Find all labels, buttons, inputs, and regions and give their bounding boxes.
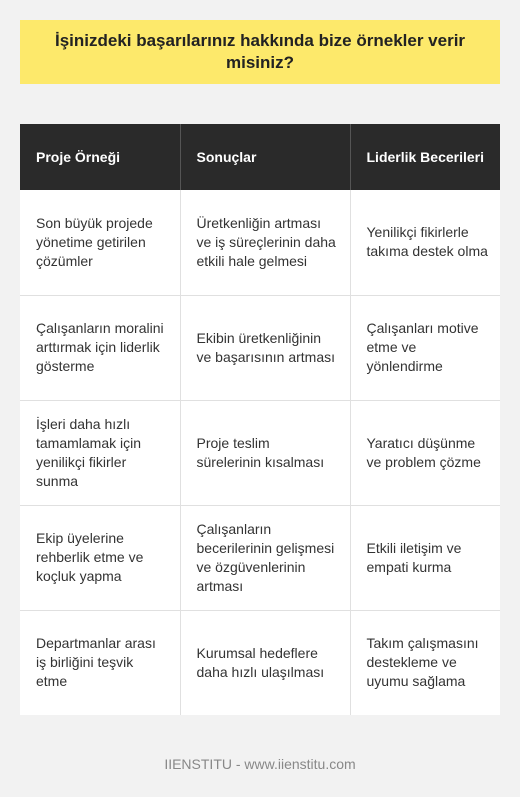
cell-result: Ekibin üretkenliğinin ve başarısının artması [180, 295, 350, 400]
cell-leadership: Yenilikçi fikirlerle takıma destek olma [350, 190, 500, 295]
table-row [20, 610, 500, 715]
cell-project: İşleri daha hızlı tamamlamak için yenilikçi fikirler sunma [20, 400, 180, 505]
cell-leadership: Çalışanları motive etme ve yönlendirme [350, 295, 500, 400]
table-row [20, 400, 500, 505]
cell-result: Kurumsal hedeflere daha hızlı ulaşılması [180, 610, 350, 715]
table-row [20, 190, 500, 295]
column-header-project: Proje Örneği [20, 124, 180, 190]
column-header-leadership: Liderlik Becerileri [366, 149, 485, 165]
cell-project: Son büyük projede yönetime getirilen çözümler [20, 190, 180, 295]
cell-result: Proje teslim sürelerinin kısalması [180, 400, 350, 505]
page-title: İşinizdeki başarılarınız hakkında bize örnekler verir misiniz? [54, 31, 466, 72]
cell-project: Departmanlar arası iş birliğini teşvik etme [20, 610, 180, 715]
cell-project: Çalışanların moralini arttırmak için liderlik gösterme [20, 295, 180, 400]
cell-leadership: Yaratıcı düşünme ve problem çözme [350, 400, 500, 505]
table-header-row [20, 124, 500, 190]
title-banner [20, 20, 500, 84]
column-header-results: Sonuçlar [180, 124, 350, 190]
footer-credit: IIENSTITU - www.iienstitu.com [164, 756, 356, 772]
achievements-table [20, 124, 500, 715]
cell-result: Üretkenliğin artması ve iş süreçlerinin daha etkili hale gelmesi [180, 190, 350, 295]
cell-leadership: Etkili iletişim ve empati kurma [350, 505, 500, 610]
cell-result: Çalışanların becerilerinin gelişmesi ve özgüvenlerinin artması [180, 505, 350, 610]
table-row [20, 295, 500, 400]
cell-project: Ekip üyelerine rehberlik etme ve koçluk yapma [20, 505, 180, 610]
table-row [20, 505, 500, 610]
cell-leadership: Takım çalışmasını destekleme ve uyumu sağlama [350, 610, 500, 715]
